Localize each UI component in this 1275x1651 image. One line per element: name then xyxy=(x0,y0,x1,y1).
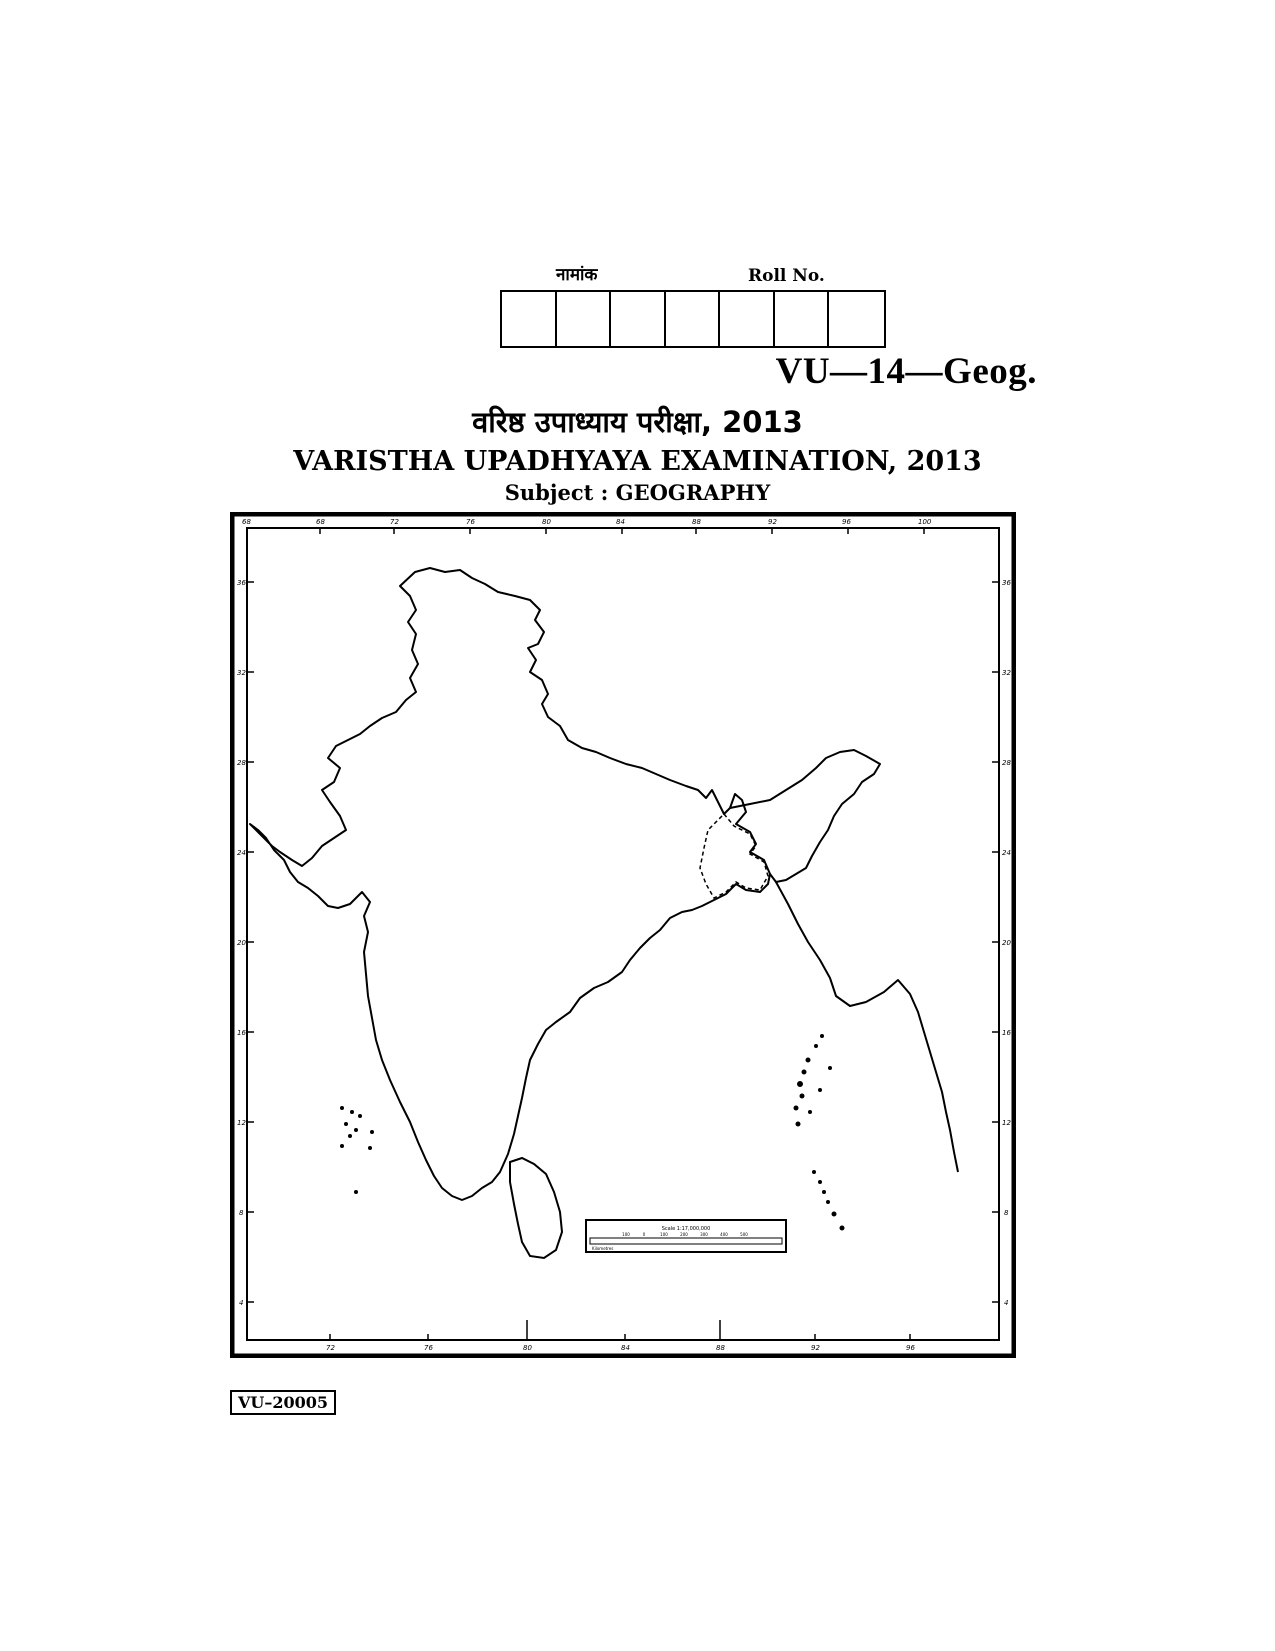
top-tick-label: 96 xyxy=(842,518,851,526)
top-tick-label: 68 xyxy=(316,518,325,526)
scale-value: 400 xyxy=(720,1232,728,1237)
right-tick-label: 8 xyxy=(1004,1209,1009,1217)
bottom-tick-label: 84 xyxy=(621,1344,630,1352)
bottom-tick-label: 88 xyxy=(716,1344,725,1352)
left-tick-label: 32 xyxy=(237,669,246,677)
roll-number-box[interactable] xyxy=(502,292,557,346)
scale-value: 100 xyxy=(622,1232,630,1237)
right-tick-label: 20 xyxy=(1002,939,1011,947)
left-tick-label: 20 xyxy=(237,939,246,947)
scale-value: 0 xyxy=(642,1232,646,1237)
right-tick-label: 4 xyxy=(1004,1299,1009,1307)
bottom-tick-label: 76 xyxy=(424,1344,433,1352)
scale-value: 300 xyxy=(700,1232,708,1237)
andaman-nicobar-islands xyxy=(794,1034,845,1231)
roll-number-box[interactable] xyxy=(720,292,775,346)
left-tick-label: 12 xyxy=(237,1119,246,1127)
roll-label-english: Roll No. xyxy=(748,266,825,286)
top-tick-label: 76 xyxy=(466,518,475,526)
left-tick-label: 16 xyxy=(237,1029,246,1037)
top-tick-label: 88 xyxy=(692,518,701,526)
left-tick-label: 36 xyxy=(237,579,246,587)
roll-number-box[interactable] xyxy=(829,292,884,346)
bottom-tick-label: 80 xyxy=(523,1344,532,1352)
right-tick-label: 12 xyxy=(1002,1119,1011,1127)
left-tick-label: 8 xyxy=(239,1209,244,1217)
india-mainland-outline xyxy=(250,568,770,1200)
right-tick-label: 36 xyxy=(1002,579,1011,587)
bottom-tick-label: 92 xyxy=(811,1344,820,1352)
scale-value: 200 xyxy=(680,1232,688,1237)
myanmar-coast-outline xyxy=(776,882,958,1172)
scale-units-label: Kilometres xyxy=(592,1246,614,1251)
right-tick-label: 32 xyxy=(1002,669,1011,677)
left-tick-label: 28 xyxy=(237,759,246,767)
paper-code: VU—14—Geog. xyxy=(775,351,1037,392)
lakshadweep-islands xyxy=(340,1106,374,1194)
frame-tick-marks xyxy=(247,528,999,1340)
sri-lanka-outline xyxy=(510,1158,562,1258)
roll-number-box[interactable] xyxy=(611,292,666,346)
top-tick-label: 72 xyxy=(390,518,399,526)
footer-code: VU–20005 xyxy=(230,1390,336,1415)
top-tick-label: 80 xyxy=(542,518,551,526)
subject-line: Subject : GEOGRAPHY xyxy=(504,480,771,505)
scale-value: 500 xyxy=(740,1232,748,1237)
roll-number-grid xyxy=(500,290,886,348)
exam-title-english: VARISTHA UPADHYAYA EXAMINATION, 2013 xyxy=(293,446,982,477)
roll-number-box[interactable] xyxy=(775,292,830,346)
top-tick-label: 84 xyxy=(616,518,625,526)
scale-value: 100 xyxy=(660,1232,668,1237)
india-outline-map xyxy=(230,512,1016,1358)
top-tick-label: 100 xyxy=(918,518,932,526)
roll-number-box[interactable] xyxy=(557,292,612,346)
exam-title-hindi: वरिष्ठ उपाध्याय परीक्षा, 2013 xyxy=(472,405,803,439)
right-tick-label: 24 xyxy=(1002,849,1011,857)
roll-number-box[interactable] xyxy=(666,292,721,346)
bottom-tick-label: 96 xyxy=(906,1344,915,1352)
top-tick-label: 92 xyxy=(768,518,777,526)
northeast-outline xyxy=(730,750,880,882)
scale-text: Scale 1:17,000,000 xyxy=(661,1226,711,1232)
map-scale xyxy=(586,1220,786,1252)
right-tick-label: 16 xyxy=(1002,1029,1011,1037)
top-tick-label: 68 xyxy=(242,518,251,526)
map-inner-frame xyxy=(247,528,999,1340)
roll-label-hindi: नामांक xyxy=(556,265,598,285)
left-tick-label: 4 xyxy=(239,1299,244,1307)
bottom-tick-label: 72 xyxy=(326,1344,335,1352)
left-tick-label: 24 xyxy=(237,849,246,857)
map-outer-frame xyxy=(232,514,1014,1356)
right-tick-label: 28 xyxy=(1002,759,1011,767)
